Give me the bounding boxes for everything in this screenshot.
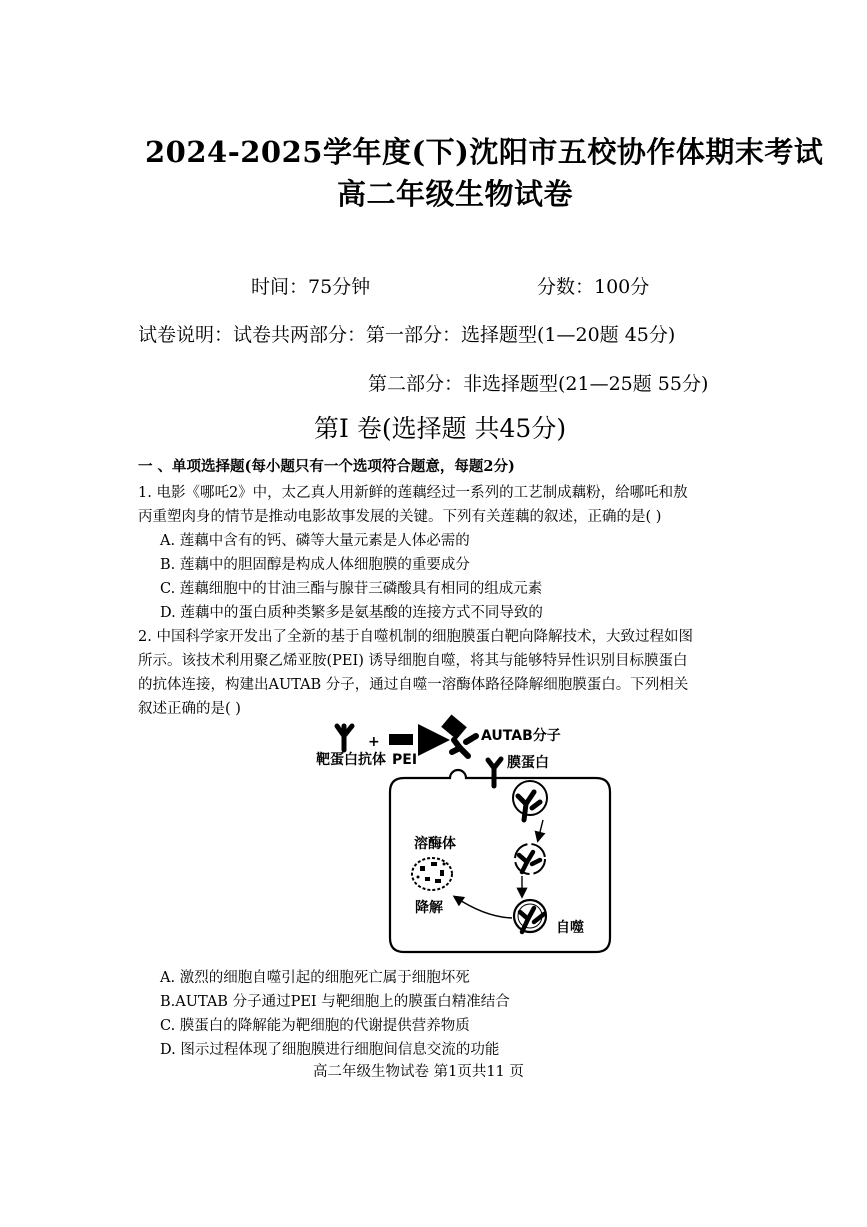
lysosome-icon [412,858,452,890]
option-b: B.AUTAB 分子通过PEI 与靶细胞上的膜蛋白精准结合 [160,994,510,1010]
exam-time: 时间：75分钟 [251,276,371,298]
question-stem-line: 的抗体连接，构建出AUTAB 分子，通过自噬一溶酶体路径降解细胞膜蛋白。下列相关 [138,677,689,693]
label-membrane-protein: 膜蛋白 [507,755,549,771]
option-b: B. 莲藕中的胆固醇是构成人体细胞膜的重要成分 [160,557,470,573]
option-c: C. 莲藕细胞中的甘油三酯与腺苷三磷酸具有相同的组成元素 [160,581,543,597]
page-footer: 高二年级生物试卷 第1页共11 页 [313,1064,524,1080]
option-a: A. 莲藕中含有的钙、磷等大量元素是人体必需的 [160,533,470,549]
question-stem-line: 叙述正确的是( ) [138,701,241,717]
option-d: D. 莲藕中的蛋白质种类繁多是氨基酸的连接方式不同导致的 [160,605,543,621]
section-title: 第I 卷(选择题 共45分) [314,414,567,443]
pei-block-icon [389,734,413,745]
question-stem-line: 丙重塑肉身的情节是推动电影故事发展的关键。下列有关莲藕的叙述，正确的是( ) [138,509,662,525]
exam-description-line2: 第二部分：非选择题型(21—25题 55分) [368,373,709,395]
label-degrade: 降解 [415,900,443,916]
label-antibody: 靶蛋白抗体 [316,752,386,768]
autophagy-figure [300,712,630,962]
question-stem-line: 2. 中国科学家开发出了全新的基于自噬机制的细胞膜蛋白靶向降解技术，大致过程如图 [138,629,693,645]
autab-molecule-icon [445,719,476,756]
label-pei: PEI [392,752,418,768]
question-stem-line: 1. 电影《哪吒2》中，太乙真人用新鲜的莲藕经过一系列的工艺制成藕粉，给哪吒和敖 [138,485,688,501]
membrane-protein-icon [488,759,501,786]
question-stem-line: 所示。该技术利用聚乙烯亚胺(PEI) 诱导细胞自噬，将其与能够特异性识别目标膜蛋白 [138,653,688,669]
option-a: A. 激烈的细胞自噬引起的细胞死亡属于细胞坏死 [160,970,470,986]
label-lysosome: 溶酶体 [414,836,456,852]
label-autophagy: 自噬 [556,920,584,936]
option-d: D. 图示过程体现了细胞膜进行细胞间信息交流的功能 [160,1042,500,1058]
exam-description-line1: 试卷说明：试卷共两部分：第一部分：选择题型(1—20题 45分) [138,324,676,346]
arrow-icon [455,897,512,918]
endocytic-vesicle-icon [513,781,547,820]
antibody-icon [337,726,352,750]
autophagosome-forming-icon [515,844,545,874]
option-c: C. 膜蛋白的降解能为靶细胞的代谢提供营养物质 [160,1018,470,1034]
plus-sign: + [368,734,380,750]
arrow-icon [538,820,543,840]
label-autab: AUTAB分子 [481,728,561,744]
exam-title-line1: 2024-2025学年度(下)沈阳市五校协作体期末考试 [145,135,824,169]
exam-title-line2: 高二年级生物试卷 [337,177,574,211]
autophagosome-icon [514,900,546,932]
part-heading: 一 、单项选择题(每小题只有一个选项符合题意，每题2分) [138,458,515,475]
exam-score: 分数：100分 [537,276,650,298]
